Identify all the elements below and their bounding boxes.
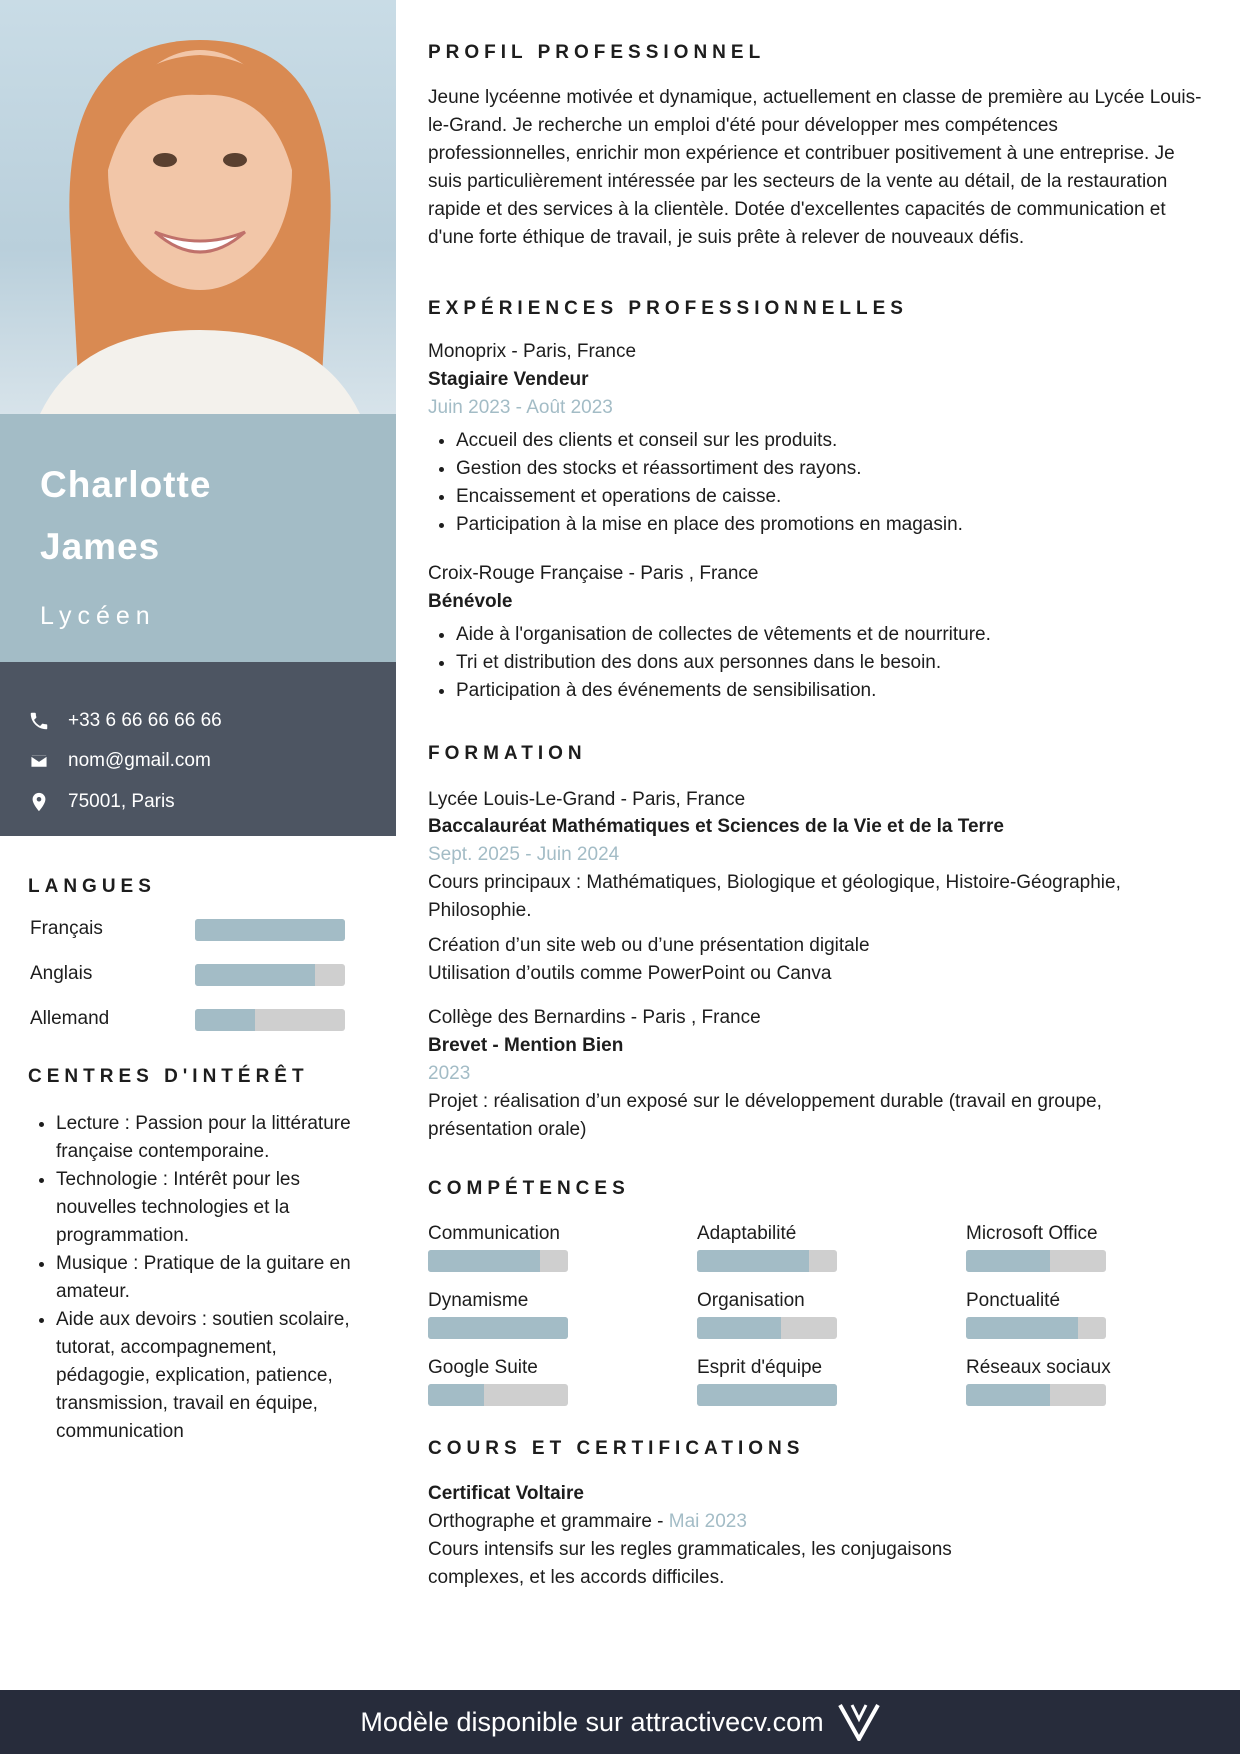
skill-level-bar <box>697 1317 837 1339</box>
language-level-bar <box>195 1009 345 1031</box>
job-bullet: • Participation à des événements de sensibilisation. <box>456 677 991 705</box>
language-level-bar <box>195 964 345 986</box>
skill-item <box>428 1356 588 1380</box>
mail-icon <box>28 750 50 772</box>
skill-level-bar <box>966 1317 1106 1339</box>
job-role: Lycéen <box>40 602 156 630</box>
skill-level-bar <box>428 1317 568 1339</box>
degree-detail: Cours principaux : Mathématiques, Biologique et géologique, Histoire-Géographie, Philosophie. <box>428 872 1121 921</box>
email-address: nom@gmail.com <box>68 750 211 771</box>
school-name: Collège des Bernardins - Paris , France <box>428 1007 761 1028</box>
language-item <box>30 963 346 989</box>
location-pin-icon <box>28 791 50 813</box>
language-level-fill <box>195 919 345 941</box>
skill-label: Esprit d'équipe <box>697 1357 823 1378</box>
portrait-illustration <box>0 0 396 414</box>
job-position: Bénévole <box>428 591 513 612</box>
degree-name: Baccalauréat Mathématiques et Sciences de la Vie et de la Terre <box>428 816 1004 837</box>
last-name: James <box>40 526 161 567</box>
job-dates: Juin 2023 - Août 2023 <box>428 397 613 418</box>
language-level-bar <box>195 919 345 941</box>
job-company: Monoprix - Paris, France <box>428 341 637 362</box>
job-position: Stagiaire Vendeur <box>428 369 589 390</box>
languages-heading: LANGUES <box>28 876 156 897</box>
footer-text: Modèle disponible sur attractivecv.com <box>360 1706 824 1737</box>
degree-dates: 2023 <box>428 1063 471 1084</box>
attractivecv-logo-icon <box>838 1703 880 1741</box>
skill-label: Adaptabilité <box>697 1223 797 1244</box>
full-name <box>40 454 211 578</box>
degree-dates: Sept. 2025 - Juin 2024 <box>428 844 620 865</box>
school-name: Lycée Louis-Le-Grand - Paris, France <box>428 789 746 810</box>
skill-level-bar <box>966 1384 1106 1406</box>
education-heading: FORMATION <box>428 743 587 764</box>
skill-level-fill <box>428 1384 484 1406</box>
summary-text: Jeune lycéenne motivée et dynamique, actuellement en classe de première au Lycée Louis-le-Grand. Je recherche un emploi d'été pour développer mes compétences professionnelles, enrichir mon expérience et contribuer positivement à une entreprise. Je suis particulièrement intéressée par les secteurs de la vente au détail, de la restauration rapide et des services à la clientèle. Dotée d'excellentes capacités de communication et d'une forte éthique de travail, je suis prête à relever de nouveaux défis. <box>428 87 1202 248</box>
skill-level-fill <box>966 1384 1050 1406</box>
skill-level-bar <box>428 1384 568 1406</box>
skill-label: Réseaux sociaux <box>966 1357 1111 1378</box>
contact-location <box>28 787 175 817</box>
skill-level-fill <box>966 1250 1050 1272</box>
interests-heading: CENTRES D'INTÉRÊT <box>28 1066 309 1087</box>
job-bullet: • Accueil des clients et conseil sur les produits. <box>456 427 963 455</box>
phone-number: +33 6 66 66 66 66 <box>68 710 222 731</box>
language-label: Français <box>30 918 103 939</box>
job-bullet: • Participation à la mise en place des promotions en magasin. <box>456 511 963 539</box>
certifications-heading: COURS ET CERTIFICATIONS <box>428 1438 805 1459</box>
job-bullet: • Encaissement et operations de caisse. <box>456 483 963 511</box>
skill-item <box>966 1356 1126 1380</box>
contact-block <box>0 662 396 836</box>
skill-label: Ponctualité <box>966 1290 1061 1311</box>
skill-level-fill <box>966 1317 1078 1339</box>
job-bullets <box>428 621 991 705</box>
sidebar <box>0 0 396 1690</box>
certificate-subject: Orthographe et grammaire - <box>428 1511 669 1532</box>
summary-heading: PROFIL PROFESSIONNEL <box>428 42 766 63</box>
language-level-fill <box>195 1009 255 1031</box>
certificate-subject-line <box>428 1508 747 1536</box>
skill-item <box>697 1289 857 1313</box>
language-level-fill <box>195 964 315 986</box>
interest-item: • Technologie : Intérêt pour les nouvelles technologies et la programmation. <box>56 1166 376 1250</box>
skill-label: Communication <box>428 1223 560 1244</box>
experience-heading: EXPÉRIENCES PROFESSIONNELLES <box>428 298 908 319</box>
skill-item <box>697 1356 857 1380</box>
certificate-date: Mai 2023 <box>668 1511 747 1532</box>
skills-heading: COMPÉTENCES <box>428 1178 630 1199</box>
skill-level-bar <box>697 1250 837 1272</box>
skill-level-bar <box>697 1384 837 1406</box>
degree-name: Brevet - Mention Bien <box>428 1035 624 1056</box>
language-label: Allemand <box>30 1008 110 1029</box>
job-bullets <box>428 427 963 539</box>
language-item <box>30 1008 346 1034</box>
skill-level-bar <box>428 1250 568 1272</box>
degree-detail: Création d’un site web ou d’une présentation digitale <box>428 935 870 956</box>
interest-item: • Musique : Pratique de la guitare en amateur. <box>56 1250 376 1306</box>
degree-detail: Projet : réalisation d’un exposé sur le développement durable (travail en groupe, présentation orale) <box>428 1091 1102 1140</box>
skill-label: Microsoft Office <box>966 1223 1098 1244</box>
skill-label: Organisation <box>697 1290 805 1311</box>
profile-photo <box>0 0 396 414</box>
skill-level-fill <box>697 1317 781 1339</box>
skill-level-fill <box>697 1250 809 1272</box>
name-block <box>0 414 396 662</box>
phone-icon <box>28 710 50 732</box>
interest-item: • Lecture : Passion pour la littérature française contemporaine. <box>56 1110 376 1166</box>
skill-level-fill <box>697 1384 837 1406</box>
language-item <box>30 918 346 944</box>
interest-item: • Aide aux devoirs : soutien scolaire, tutorat, accompagnement, pédagogie, explication, patience, transmission, travail en équipe, communication <box>56 1306 376 1446</box>
footer-banner <box>0 1690 1240 1754</box>
skill-level-fill <box>428 1250 540 1272</box>
skill-item <box>428 1289 588 1313</box>
job-bullet: • Tri et distribution des dons aux personnes dans le besoin. <box>456 649 991 677</box>
degree-detail: Utilisation d’outils comme PowerPoint ou Canva <box>428 963 832 984</box>
certificate-name: Certificat Voltaire <box>428 1483 584 1504</box>
skill-label: Google Suite <box>428 1357 538 1378</box>
interests-list <box>28 1110 376 1446</box>
skill-item <box>697 1222 857 1246</box>
skill-item <box>966 1289 1126 1313</box>
skill-level-fill <box>428 1317 568 1339</box>
job-company: Croix-Rouge Française - Paris , France <box>428 563 759 584</box>
location-text: 75001, Paris <box>68 791 175 812</box>
contact-phone <box>28 706 222 736</box>
certificate-description: Cours intensifs sur les regles grammaticales, les conjugaisons complexes, et les accords difficiles. <box>428 1539 952 1588</box>
skill-level-bar <box>966 1250 1106 1272</box>
job-bullet: • Aide à l'organisation de collectes de vêtements et de nourriture. <box>456 621 991 649</box>
first-name: Charlotte <box>40 464 212 505</box>
contact-email <box>28 746 211 776</box>
skill-item <box>966 1222 1126 1246</box>
skill-label: Dynamisme <box>428 1290 529 1311</box>
language-label: Anglais <box>30 963 93 984</box>
skill-item <box>428 1222 588 1246</box>
job-bullet: • Gestion des stocks et réassortiment des rayons. <box>456 455 963 483</box>
